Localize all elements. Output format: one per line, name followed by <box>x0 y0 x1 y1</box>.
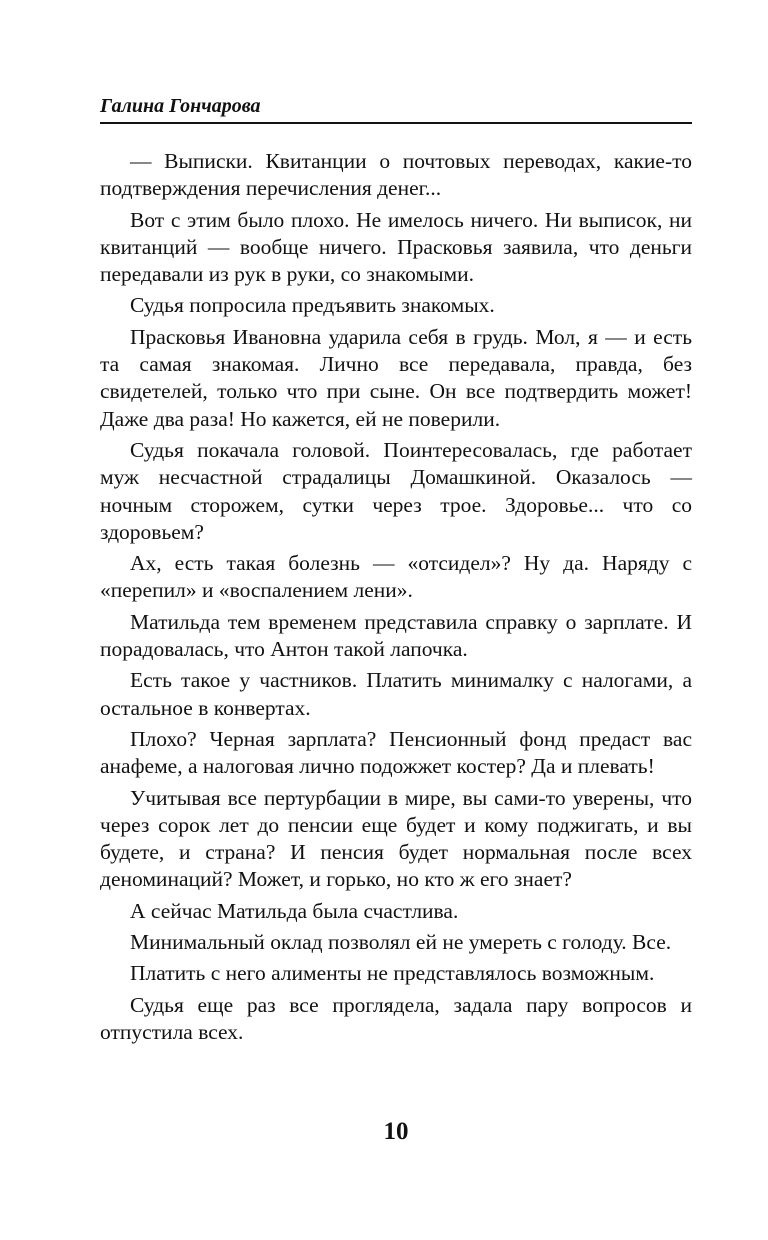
running-header <box>100 96 692 124</box>
page-number: 10 <box>383 1118 409 1145</box>
paragraph: Учитывая все пертурбации в мире, вы сами-то уверены, что через сорок лет до пенсии еще будет и кому поджигать, и вы будете, и страна? И пенсия будет нормальная после всех деноминаций? Может, и горько, но кто ж его знает? <box>100 785 692 892</box>
paragraph: Судья покачала головой. Поинтересовалась, где работает муж несчастной страдалицы Домашкиной. Оказалось — ночным сторожем, сутки через трое. Здоровье... что со здоровьем? <box>100 437 692 544</box>
paragraph: Ах, есть такая болезнь — «отсидел»? Ну да. Наряду с «перепил» и «воспалением лени». <box>100 551 692 603</box>
body-text <box>100 148 692 1050</box>
paragraph: — Выписки. Квитанции о почтовых переводах, какие-то подтверждения перечисления денег... <box>100 149 692 201</box>
author-name: Галина Гончарова <box>100 95 261 117</box>
paragraph: Платить с него алименты не представлялось возможным. <box>130 961 655 986</box>
paragraph: Есть такое у частников. Платить минималку с налогами, а остальное в конвертах. <box>100 668 692 720</box>
paragraph: Плохо? Черная зарплата? Пенсионный фонд предаст вас анафеме, а налоговая лично подожжет костер? Да и плевать! <box>100 726 692 779</box>
paragraph: Судья попросила предъявить знакомых. <box>130 293 495 318</box>
paragraph: Минимальный оклад позволял ей не умереть с голоду. Все. <box>130 930 672 955</box>
paragraph: Вот с этим было плохо. Не имелось ничего. Ни выписок, ни квитанций — вообще ничего. Прасковья заявила, что деньги передавали из рук в руки, со знакомыми. <box>100 207 692 287</box>
paragraph: Судья еще раз все проглядела, задала пару вопросов и отпустила всех. <box>100 992 692 1044</box>
paragraph: Матильда тем временем представила справку о зарплате. И порадовалась, что Антон такой лапочка. <box>100 609 692 662</box>
paragraph: Прасковья Ивановна ударила себя в грудь. Мол, я — и есть та самая знакомая. Лично все передавала, правда, без свидетелей, только что при сыне. Он все подтвердить может! Даже два раза! Но кажется, ей не поверили. <box>100 324 692 431</box>
paragraph: А сейчас Матильда была счастлива. <box>130 898 459 923</box>
